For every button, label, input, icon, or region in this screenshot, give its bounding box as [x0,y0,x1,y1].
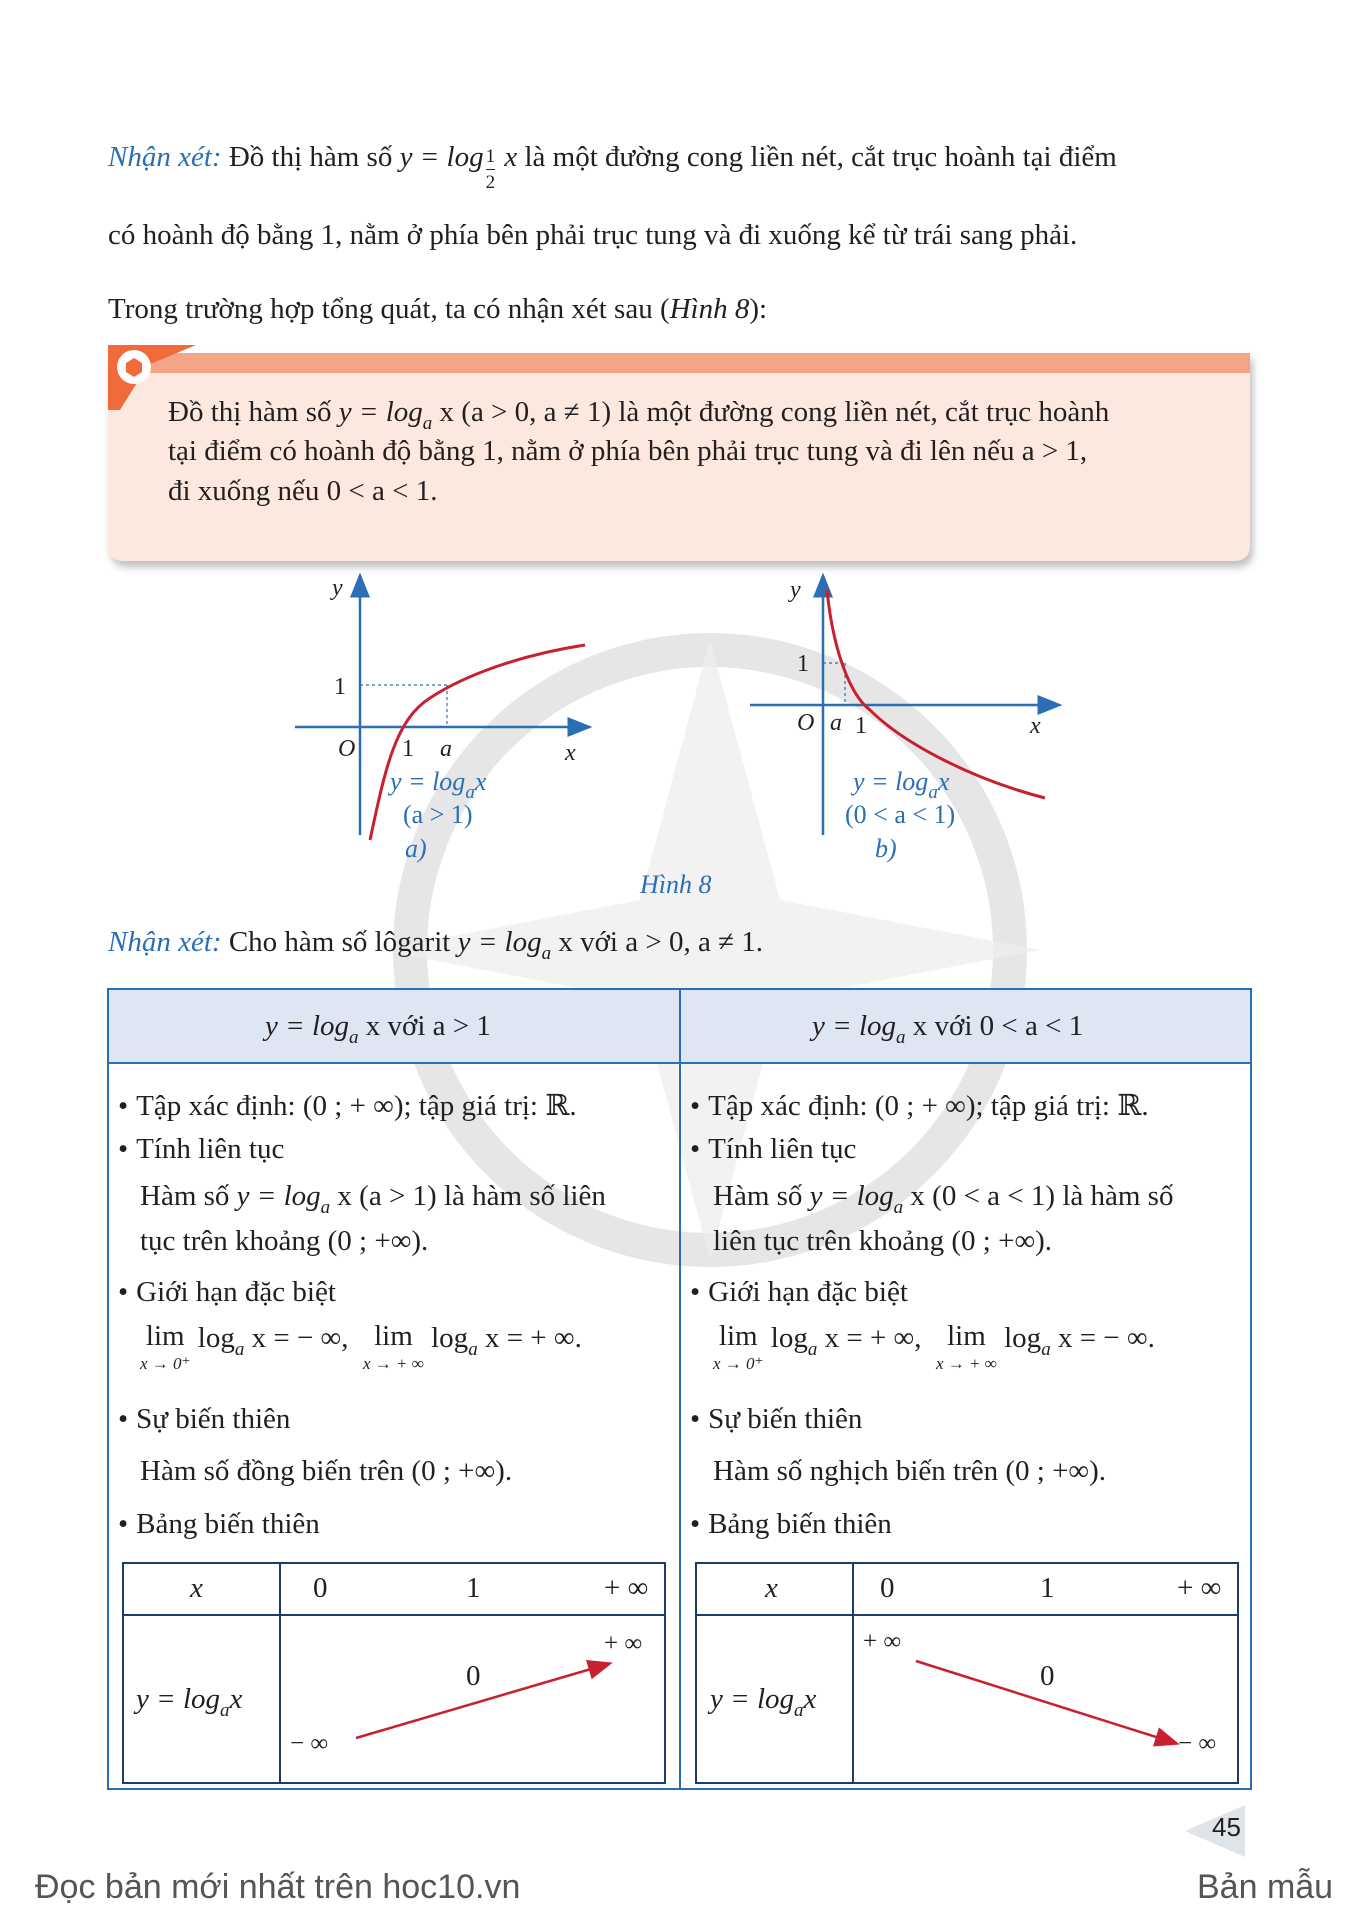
right-cont-line1: Hàm số $y = \log_a x$ (0 < a < 1) là hàm số [713,1180,1174,1218]
tick-xa: a [830,710,842,736]
tick-xa: a [440,736,452,762]
left-lim-title: • Giới hạn đặc biệt [118,1276,336,1309]
origin-label: O [797,710,815,736]
vt-left-func: $y = \log_ax$ [136,1683,243,1721]
right-var-title: • Sự biến thiên [690,1403,862,1436]
tick-x1: 1 [855,713,867,739]
graph-a [290,570,610,880]
graph-a-cond: (a > 1) [403,800,473,829]
vt-left-arrow [350,1650,620,1750]
origin-label: O [338,736,356,762]
graph-b-sublabel: b) [875,834,897,863]
left-var-text: Hàm số đồng biến trên (0 ; +∞). [140,1455,513,1487]
callout-line2: tại điểm có hoành độ bằng 1, nằm ở phía bên phải trục tung và đi lên nếu a > 1, [168,435,1088,467]
tick-y1: 1 [797,651,809,677]
y-axis-label: y [332,575,343,601]
y-axis-label: y [790,577,801,603]
table-header-left: $y = \log_a x$ với a > 1 [265,1010,491,1048]
vt-right-arrow [910,1655,1185,1755]
figure-caption: Hình 8 [640,870,712,899]
left-domain: • Tập xác định: (0 ; + ∞); tập giá trị: ℝ. [118,1088,577,1123]
left-cont-line1: Hàm số $y = \log_a x$ (a > 1) là hàm số liên [140,1180,606,1218]
vt-right-func: $y = \log_ax$ [710,1683,817,1721]
right-cont-line2: liên tục trên khoảng (0 ; +∞). [713,1225,1053,1257]
right-var-text: Hàm số nghịch biến trên (0 ; +∞). [713,1455,1107,1487]
footer-right: Bản mẫu [1197,1868,1334,1906]
right-cont-title: • Tính liên tục [690,1133,856,1166]
page-number: 45 [1212,1812,1241,1842]
graph-a-func: $y = \log_ax$ [390,767,487,803]
right-limits: lim x → 0⁺ $\log_a x$ = + ∞, lim x → + ∞ $\log_a x$ = − ∞. [713,1320,1155,1373]
callout-line1: Đồ thị hàm số $y = \log_a x$ (a > 0, a ≠ 1) là một đường cong liền nét, cắt trục hoành [168,396,1110,434]
right-vt-title: • Bảng biến thiên [690,1508,892,1541]
graph-b [745,570,1075,880]
footer-left[interactable]: Đọc bản mới nhất trên hoc10.vn [35,1868,521,1906]
table-header-right: $y = \log_a x$ với 0 < a < 1 [812,1010,1084,1048]
right-lim-title: • Giới hạn đặc biệt [690,1276,908,1309]
remark1-line2: có hoành độ bằng 1, nằm ở phía bên phải trục tung và đi xuống kể từ trái sang phải. [108,219,1078,251]
remark2: Nhận xét: Cho hàm số lôgarit $y = \log_a x$ với a > 0, a ≠ 1. [108,926,763,964]
x-axis-label: x [1030,713,1041,739]
remark1-line1: Nhận xét: Đồ thị hàm số y = log $\frac{1}{2}$ x là một đường cong liền nét, cắt trục hoành tại điểm [108,141,1117,193]
right-domain: • Tập xác định: (0 ; + ∞); tập giá trị: ℝ. [690,1088,1149,1123]
left-limits: lim x → 0⁺ $\log_a x$ = − ∞, lim x → + ∞ $\log_a x$ = + ∞. [140,1320,582,1373]
remark-label: Nhận xét: [108,141,222,173]
x-axis-label: x [565,740,576,766]
callout-line3: đi xuống nếu 0 < a < 1. [168,475,438,507]
fraction-base: $\frac{1}{2}$ [485,146,496,193]
graph-a-sublabel: a) [405,834,427,863]
left-cont-line2: tục trên khoảng (0 ; +∞). [140,1225,429,1257]
tick-x1: 1 [402,736,414,762]
tick-y1: 1 [334,674,346,700]
fig-ref: Hình 8 [669,293,750,325]
general-remark: Trong trường hợp tổng quát, ta có nhận xét sau (Hình 8): [108,293,768,325]
graph-b-func: $y = \log_ax$ [853,767,950,803]
left-vt-title: • Bảng biến thiên [118,1508,320,1541]
left-cont-title: • Tính liên tục [118,1133,284,1166]
left-var-title: • Sự biến thiên [118,1403,290,1436]
graph-b-cond: (0 < a < 1) [845,800,956,829]
